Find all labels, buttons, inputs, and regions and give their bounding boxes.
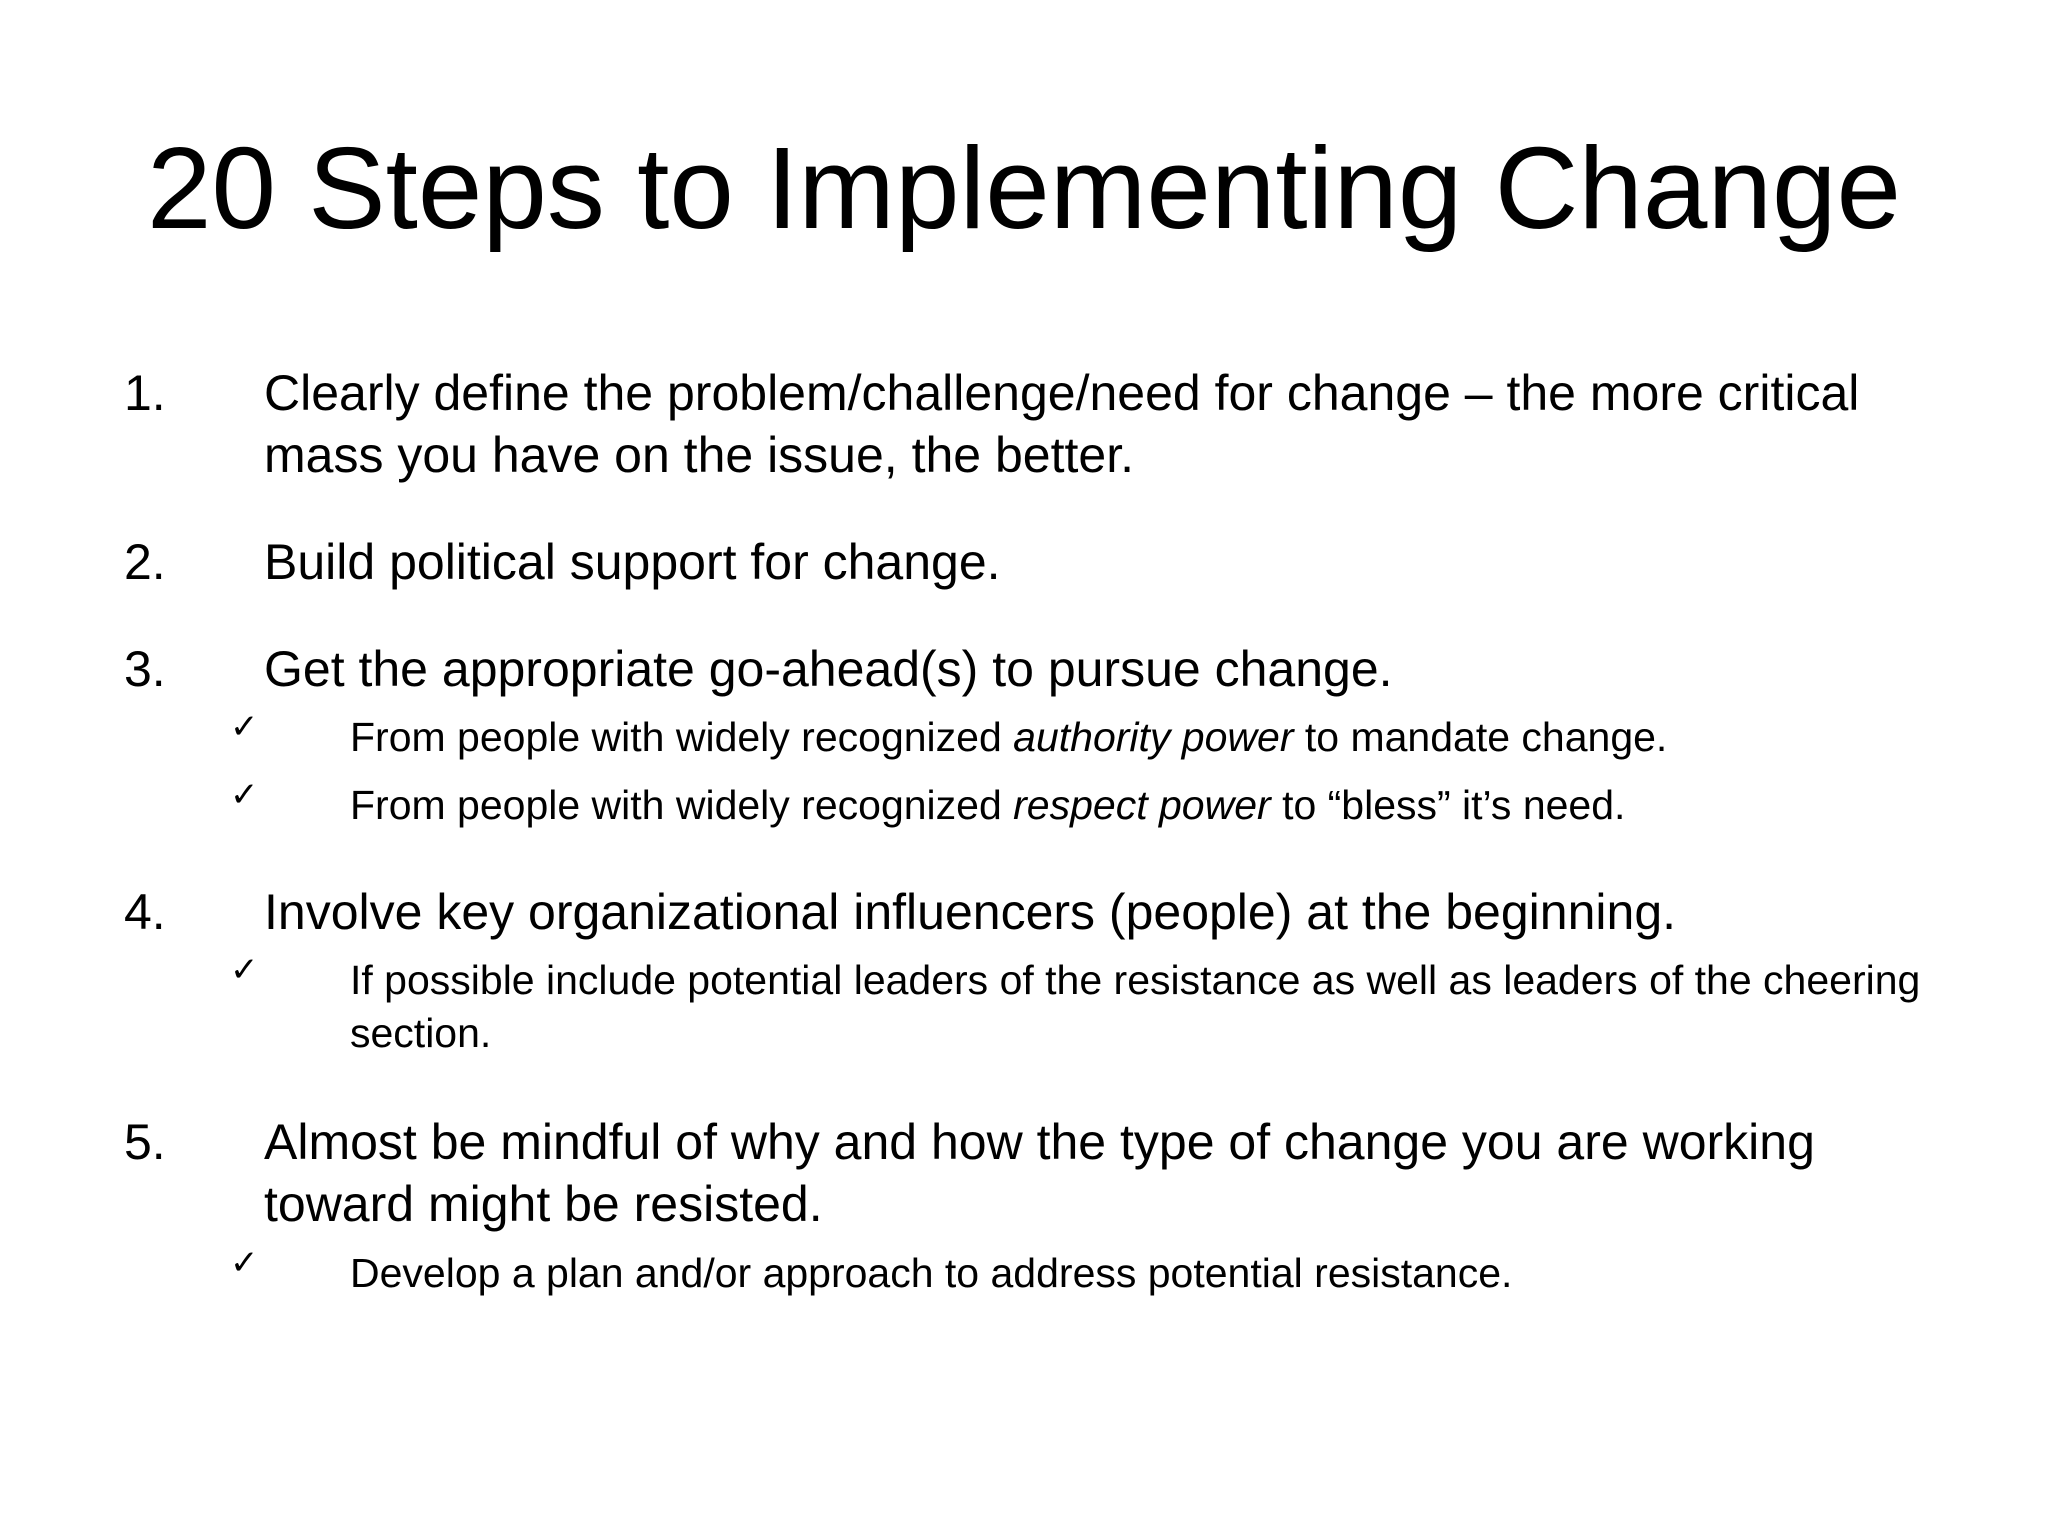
- step-text: Almost be mindful of why and how the type of change you are working toward might be resisted.: [264, 1114, 1815, 1232]
- sub-item-text: [350, 779, 1990, 832]
- step-number: 4.: [124, 884, 166, 940]
- check-icon: ✓: [230, 707, 259, 747]
- sub-item-text: [350, 1247, 1990, 1300]
- step-text: Clearly define the problem/challenge/need for change – the more critical mass you have on the issue, the better.: [264, 365, 1860, 483]
- step-number: 2.: [124, 534, 166, 590]
- step-text: Involve key organizational influencers (people) at the beginning.: [264, 884, 1677, 940]
- check-icon: ✓: [230, 1243, 259, 1283]
- step-text: Build political support for change.: [264, 534, 1001, 590]
- sub-item-text: [350, 711, 1990, 764]
- check-icon: ✓: [230, 950, 259, 990]
- step-text: Get the appropriate go-ahead(s) to pursue change.: [264, 641, 1393, 697]
- sub-item-emphasis: respect power: [1013, 782, 1271, 828]
- sub-item-emphasis: authority power: [1013, 714, 1294, 760]
- step-number: 1.: [124, 365, 166, 421]
- step-number: 5.: [124, 1114, 166, 1170]
- sub-item-text: [350, 954, 1990, 1060]
- sub-item-text-part: From people with widely recognized: [350, 782, 1014, 828]
- step-number: 3.: [124, 641, 166, 697]
- sub-item-text-part: to “bless” it’s need.: [1270, 782, 1626, 828]
- sub-item-text-part: Develop a plan and/or approach to address potential resistance.: [350, 1250, 1513, 1296]
- slide-title: 20 Steps to Implementing Change: [147, 123, 1901, 253]
- sub-item-text-part: If possible include potential leaders of the resistance as well as leaders of the cheering section.: [350, 957, 1921, 1056]
- sub-item-text-part: From people with widely recognized: [350, 714, 1014, 760]
- sub-item-text-part: to mandate change.: [1293, 714, 1668, 760]
- check-icon: ✓: [230, 775, 259, 815]
